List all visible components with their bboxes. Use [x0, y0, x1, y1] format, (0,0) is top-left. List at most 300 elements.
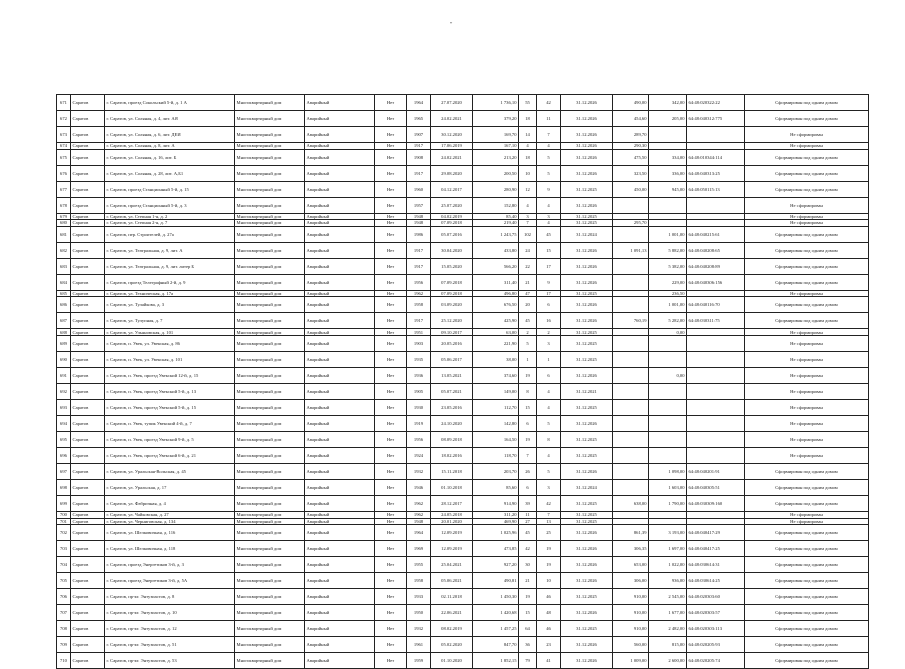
cell-area: 85,60 — [473, 479, 519, 495]
cell-recognition-date: 07.09.2018 — [431, 290, 473, 297]
cell-recognition-date: 24.02.2021 — [431, 111, 473, 127]
cell-cadastral-number: 64:48:040306:156 — [687, 274, 745, 290]
cell-address: г. Саратов, проезд Сокольский 5-й, д. 1 А — [105, 95, 235, 111]
cell-year-built: 1956 — [407, 431, 431, 447]
cell-building-type: Многоквартирный дом — [235, 143, 305, 150]
cell-recognition-date: 25.07.2020 — [431, 197, 473, 213]
cell-apartments: 4 — [537, 197, 561, 213]
cell-residents: 4 — [519, 143, 537, 150]
cell-year-built: 1962 — [407, 495, 431, 511]
cell-city: Саратов — [71, 351, 105, 367]
cell-resettlement-deadline: 31.12.2026 — [561, 313, 613, 329]
cell-building-type: Многоквартирный дом — [235, 447, 305, 463]
cell-emergency-flag: Нет — [375, 589, 407, 605]
cell-parcel-area: 1 022,00 — [649, 557, 687, 573]
cell-apartments: 9 — [537, 181, 561, 197]
cell-cadastral-number — [687, 335, 745, 351]
cell-parcel-status: Не сформирован — [745, 143, 869, 150]
cell-status: Аварийный — [305, 621, 375, 637]
cell-building-type: Многоквартирный дом — [235, 220, 305, 227]
cell-parcel-area — [649, 127, 687, 143]
cell-emergency-flag: Нет — [375, 335, 407, 351]
cell-year-built: 1917 — [407, 313, 431, 329]
cell-area: 433,80 — [473, 242, 519, 258]
cell-parcel-status: Сформирован под одним домом — [745, 149, 869, 165]
cell-emergency-flag: Нет — [375, 220, 407, 227]
table-row — [57, 399, 869, 415]
cell-building-type: Многоквартирный дом — [235, 463, 305, 479]
cell-cadastral-number: 64:48:040208:89 — [687, 258, 745, 274]
cell-building-type: Многоквартирный дом — [235, 297, 305, 313]
cell-parcel-status: Не сформирован — [745, 127, 869, 143]
cell-resettlement-deadline: 31.12.2025 — [561, 351, 613, 367]
cell-area: 311,20 — [473, 511, 519, 518]
cell-address: г. Саратов, ул. Степная 2-я, д. 7 — [105, 220, 235, 227]
cell-address: г. Саратов, ул. Чайковская, д. 27 — [105, 511, 235, 518]
cell-row-number: 708 — [57, 621, 71, 637]
cell-apartments: 17 — [537, 258, 561, 274]
cell-residents: 24 — [519, 242, 537, 258]
cell-building-type: Многоквартирный дом — [235, 274, 305, 290]
cell-status: Аварийный — [305, 573, 375, 589]
cell-resettlement-deadline: 31.12.2026 — [561, 557, 613, 573]
cell-address: г. Саратов, ул. Ульяновская, д. 101 — [105, 329, 235, 336]
cell-city: Саратов — [71, 573, 105, 589]
cell-area: 200,50 — [473, 165, 519, 181]
cell-land-area: 560,00 — [613, 637, 649, 653]
table-row — [57, 463, 869, 479]
cell-address: г. Саратов, ул. Тулупная, д. 7 — [105, 313, 235, 329]
cell-status: Аварийный — [305, 447, 375, 463]
cell-cadastral-number: 64:48:040313:25 — [687, 165, 745, 181]
cell-building-type: Многоквартирный дом — [235, 525, 305, 541]
cell-address: г. Саратов, ул. Соляная, д. 16, лит. Б — [105, 149, 235, 165]
cell-status: Аварийный — [305, 242, 375, 258]
cell-parcel-area: 1 603,00 — [649, 479, 687, 495]
cell-city: Саратов — [71, 213, 105, 220]
cell-recognition-date: 25.12.2020 — [431, 313, 473, 329]
cell-resettlement-deadline: 31.12.2025 — [561, 495, 613, 511]
cell-cadastral-number — [687, 143, 745, 150]
cell-emergency-flag: Нет — [375, 226, 407, 242]
cell-recognition-date: 29.08.2020 — [431, 165, 473, 181]
cell-land-area: 910,00 — [613, 621, 649, 637]
cell-year-built: 1969 — [407, 541, 431, 557]
cell-building-type: Многоквартирный дом — [235, 165, 305, 181]
cell-emergency-flag: Нет — [375, 431, 407, 447]
cell-emergency-flag: Нет — [375, 149, 407, 165]
cell-residents: 64 — [519, 621, 537, 637]
cell-cadastral-number — [687, 220, 745, 227]
cell-residents: 42 — [519, 541, 537, 557]
cell-building-type: Многоквартирный дом — [235, 541, 305, 557]
cell-emergency-flag: Нет — [375, 181, 407, 197]
cell-residents: 14 — [519, 127, 537, 143]
cell-city: Саратов — [71, 258, 105, 274]
cell-land-area — [613, 213, 649, 220]
cell-status: Аварийный — [305, 463, 375, 479]
cell-parcel-area — [649, 511, 687, 518]
cell-resettlement-deadline: 31.12.2026 — [561, 525, 613, 541]
cell-building-type: Многоквартирный дом — [235, 479, 305, 495]
cell-parcel-area — [649, 447, 687, 463]
cell-emergency-flag: Нет — [375, 637, 407, 653]
cell-parcel-status: Сформирован под одним домом — [745, 274, 869, 290]
cell-parcel-area — [649, 415, 687, 431]
cell-city: Саратов — [71, 111, 105, 127]
cell-building-type: Многоквартирный дом — [235, 290, 305, 297]
table-row — [57, 415, 869, 431]
table-row — [57, 297, 869, 313]
cell-parcel-area: 1 001,00 — [649, 297, 687, 313]
cell-parcel-area — [649, 220, 687, 227]
table-row — [57, 637, 869, 653]
cell-land-area: 490,00 — [613, 95, 649, 111]
table-row — [57, 111, 869, 127]
cell-address: г. Саратов, пер. Строителей, д. 27а — [105, 226, 235, 242]
cell-area: 219,40 — [473, 220, 519, 227]
cell-residents: 26 — [519, 463, 537, 479]
cell-status: Аварийный — [305, 653, 375, 669]
cell-parcel-area: 229,00 — [649, 274, 687, 290]
cell-city: Саратов — [71, 447, 105, 463]
cell-cadastral-number: 64:48:040305:51 — [687, 479, 745, 495]
cell-year-built: 1933 — [407, 589, 431, 605]
cell-apartments: 48 — [537, 605, 561, 621]
cell-emergency-flag: Нет — [375, 518, 407, 525]
cell-emergency-flag: Нет — [375, 367, 407, 383]
cell-year-built: 1948 — [407, 213, 431, 220]
cell-cadastral-number: 64:48:020205:74 — [687, 653, 745, 669]
cell-parcel-area: 3 193,00 — [649, 525, 687, 541]
cell-apartments: 5 — [537, 165, 561, 181]
cell-cadastral-number — [687, 415, 745, 431]
cell-residents: 7 — [519, 220, 537, 227]
cell-area: 847,70 — [473, 637, 519, 653]
cell-building-type: Многоквартирный дом — [235, 511, 305, 518]
cell-status: Аварийный — [305, 557, 375, 573]
cell-residents: 1 — [519, 351, 537, 367]
cell-status: Аварийный — [305, 335, 375, 351]
cell-cadastral-number: 64:48:040215:61 — [687, 226, 745, 242]
cell-year-built: 1917 — [407, 258, 431, 274]
cell-land-area: 290,30 — [613, 143, 649, 150]
table-row — [57, 258, 869, 274]
cell-year-built: 1948 — [407, 220, 431, 227]
cell-parcel-area — [649, 351, 687, 367]
cell-cadastral-number — [687, 367, 745, 383]
table-row — [57, 143, 869, 150]
cell-cadastral-number — [687, 383, 745, 399]
cell-cadastral-number — [687, 518, 745, 525]
table-row — [57, 447, 869, 463]
cell-recognition-date: 24.05.2018 — [431, 511, 473, 518]
cell-city: Саратов — [71, 290, 105, 297]
cell-year-built: 1903 — [407, 335, 431, 351]
cell-emergency-flag: Нет — [375, 573, 407, 589]
cell-building-type: Многоквартирный дом — [235, 367, 305, 383]
cell-building-type: Многоквартирный дом — [235, 399, 305, 415]
cell-parcel-status: Не сформирован — [745, 335, 869, 351]
cell-row-number: 697 — [57, 463, 71, 479]
cell-apartments: 19 — [537, 541, 561, 557]
cell-emergency-flag: Нет — [375, 399, 407, 415]
cell-status: Аварийный — [305, 127, 375, 143]
cell-residents: 8 — [519, 383, 537, 399]
cell-building-type: Многоквартирный дом — [235, 242, 305, 258]
cell-parcel-status: Не сформирован — [745, 213, 869, 220]
cell-emergency-flag: Нет — [375, 274, 407, 290]
cell-resettlement-deadline: 31.12.2025 — [561, 399, 613, 415]
cell-row-number: 694 — [57, 415, 71, 431]
cell-cadastral-number — [687, 127, 745, 143]
cell-address: г. Саратов, ул. Соляная, д. 8, лит. А — [105, 143, 235, 150]
cell-row-number: 685 — [57, 290, 71, 297]
cell-emergency-flag: Нет — [375, 329, 407, 336]
cell-apartments: 19 — [537, 557, 561, 573]
cell-resettlement-deadline: 31.12.2025 — [561, 220, 613, 227]
cell-year-built: 1936 — [407, 367, 431, 383]
cell-address: г. Саратов, ул. Техническая, д. 17а — [105, 290, 235, 297]
cell-status: Аварийный — [305, 274, 375, 290]
cell-status: Аварийный — [305, 541, 375, 557]
cell-resettlement-deadline: 31.12.2025 — [561, 335, 613, 351]
cell-land-area — [613, 335, 649, 351]
cell-address: г. Саратов, ул. Соляная, д. 6, лит. ДЕИ — [105, 127, 235, 143]
cell-parcel-status: Сформирован под одним домом — [745, 95, 869, 111]
cell-land-area: 910,00 — [613, 605, 649, 621]
page-mark: " — [450, 22, 453, 28]
cell-address: г. Саратов, ул. Театральная, д. 9, лит. литер Б — [105, 258, 235, 274]
cell-recognition-date: 05.06.2021 — [431, 573, 473, 589]
cell-parcel-status: Не сформирован — [745, 518, 869, 525]
cell-recognition-date: 05.07.2021 — [431, 383, 473, 399]
cell-building-type: Многоквартирный дом — [235, 351, 305, 367]
cell-residents: 2 — [519, 329, 537, 336]
cell-row-number: 691 — [57, 367, 71, 383]
cell-area: 112,70 — [473, 399, 519, 415]
cell-status: Аварийный — [305, 637, 375, 653]
cell-cadastral-number — [687, 329, 745, 336]
cell-year-built: 1960 — [407, 181, 431, 197]
cell-parcel-status: Сформирован под одним домом — [745, 181, 869, 197]
cell-status: Аварийный — [305, 415, 375, 431]
table-row — [57, 165, 869, 181]
cell-residents: 19 — [519, 431, 537, 447]
cell-residents: 11 — [519, 511, 537, 518]
cell-row-number: 689 — [57, 335, 71, 351]
cell-area: 167,10 — [473, 143, 519, 150]
cell-cadastral-number: 64:48:030311:75 — [687, 313, 745, 329]
cell-recognition-date: 02.11.2018 — [431, 589, 473, 605]
table-row — [57, 274, 869, 290]
cell-residents: 4 — [519, 197, 537, 213]
cell-parcel-area: 5 882,00 — [649, 242, 687, 258]
table-row — [57, 431, 869, 447]
cell-parcel-area: 334,00 — [649, 149, 687, 165]
cell-recognition-date: 12.09.2019 — [431, 541, 473, 557]
cell-area: 473,85 — [473, 541, 519, 557]
cell-residents: 47 — [519, 290, 537, 297]
cell-parcel-status: Не сформирован — [745, 290, 869, 297]
cell-recognition-date: 04.02.2019 — [431, 213, 473, 220]
table-row — [57, 181, 869, 197]
cell-year-built: 1932 — [407, 621, 431, 637]
cell-parcel-area: 2 482,00 — [649, 621, 687, 637]
cell-address: г. Саратов, проезд Телеграфный 2-й, д. 9 — [105, 274, 235, 290]
cell-year-built: 1917 — [407, 242, 431, 258]
cell-status: Аварийный — [305, 525, 375, 541]
cell-row-number: 677 — [57, 181, 71, 197]
emergency-housing-table — [56, 94, 869, 669]
cell-city: Саратов — [71, 653, 105, 669]
cell-land-area: 306,00 — [613, 573, 649, 589]
cell-residents: 12 — [519, 181, 537, 197]
cell-year-built: 1907 — [407, 127, 431, 143]
cell-residents: 6 — [519, 479, 537, 495]
cell-city: Саратов — [71, 127, 105, 143]
table-row — [57, 653, 869, 669]
cell-status: Аварийный — [305, 431, 375, 447]
cell-area: 1 457,25 — [473, 621, 519, 637]
cell-building-type: Многоквартирный дом — [235, 95, 305, 111]
cell-recognition-date: 08.02.2019 — [431, 621, 473, 637]
cell-year-built: 1924 — [407, 447, 431, 463]
cell-status: Аварийный — [305, 290, 375, 297]
cell-address: г. Саратов, п. Увек, проезд Увекский 9-й, д. 5 — [105, 431, 235, 447]
cell-recognition-date: 08.09.2018 — [431, 431, 473, 447]
cell-parcel-status: Не сформирован — [745, 329, 869, 336]
cell-cadastral-number: 64:48:040116:70 — [687, 297, 745, 313]
cell-status: Аварийный — [305, 95, 375, 111]
cell-building-type: Многоквартирный дом — [235, 518, 305, 525]
cell-address: г. Саратов, п. Увек, проезд Увекский 5-й, д. 15 — [105, 399, 235, 415]
cell-land-area: 910,00 — [613, 589, 649, 605]
cell-land-area: 638,00 — [613, 495, 649, 511]
table-row — [57, 226, 869, 242]
cell-resettlement-deadline: 31.12.2024 — [561, 479, 613, 495]
cell-parcel-area — [649, 383, 687, 399]
cell-address: г. Саратов, п. Увек, проезд Увекский 6-й, д. 21 — [105, 447, 235, 463]
cell-land-area — [613, 274, 649, 290]
cell-residents: 45 — [519, 313, 537, 329]
cell-apartments: 11 — [537, 111, 561, 127]
cell-status: Аварийный — [305, 589, 375, 605]
cell-row-number: 709 — [57, 637, 71, 653]
table-row — [57, 518, 869, 525]
cell-building-type: Многоквартирный дом — [235, 415, 305, 431]
cell-parcel-area: 236,50 — [649, 290, 687, 297]
cell-area: 311,40 — [473, 274, 519, 290]
cell-row-number: 710 — [57, 653, 71, 669]
cell-land-area — [613, 226, 649, 242]
cell-parcel-status: Не сформирован — [745, 511, 869, 518]
cell-recognition-date: 20.05.2016 — [431, 335, 473, 351]
cell-city: Саратов — [71, 589, 105, 605]
cell-land-area: 1 091,13 — [613, 242, 649, 258]
cell-land-area: 1 009,00 — [613, 653, 649, 669]
cell-parcel-status: Сформирован под одним домом — [745, 495, 869, 511]
cell-area: 164,50 — [473, 431, 519, 447]
cell-status: Аварийный — [305, 367, 375, 383]
cell-cadastral-number — [687, 213, 745, 220]
cell-parcel-area: 1 001,00 — [649, 226, 687, 242]
cell-residents: 15 — [519, 399, 537, 415]
cell-apartments: 23 — [537, 637, 561, 653]
cell-resettlement-deadline: 31.12.2026 — [561, 111, 613, 127]
cell-residents: 36 — [519, 637, 537, 653]
cell-emergency-flag: Нет — [375, 127, 407, 143]
cell-apartments: 5 — [537, 415, 561, 431]
cell-area: 63,00 — [473, 329, 519, 336]
cell-city: Саратов — [71, 431, 105, 447]
cell-land-area: 760,19 — [613, 313, 649, 329]
table-row — [57, 127, 869, 143]
cell-parcel-status: Сформирован под одним домом — [745, 479, 869, 495]
cell-resettlement-deadline: 31.12.2021 — [561, 383, 613, 399]
cell-recognition-date: 15.05.2020 — [431, 258, 473, 274]
cell-city: Саратов — [71, 226, 105, 242]
cell-emergency-flag: Нет — [375, 447, 407, 463]
cell-year-built: 1951 — [407, 329, 431, 336]
cell-apartments: 46 — [537, 589, 561, 605]
cell-cadastral-number — [687, 197, 745, 213]
cell-recognition-date: 24.10.2020 — [431, 415, 473, 431]
cell-building-type: Многоквартирный дом — [235, 181, 305, 197]
cell-building-type: Многоквартирный дом — [235, 557, 305, 573]
cell-status: Аварийный — [305, 220, 375, 227]
cell-row-number: 698 — [57, 479, 71, 495]
cell-resettlement-deadline: 31.12.2026 — [561, 165, 613, 181]
cell-parcel-area: 205,00 — [649, 111, 687, 127]
cell-area: 1 736,10 — [473, 95, 519, 111]
cell-apartments: 15 — [537, 242, 561, 258]
cell-address: г. Саратов, ул. Степная 1-я, д. 2 — [105, 213, 235, 220]
cell-parcel-status: Сформирован под одним домом — [745, 589, 869, 605]
cell-building-type: Многоквартирный дом — [235, 605, 305, 621]
cell-parcel-status: Сформирован под одним домом — [745, 313, 869, 329]
cell-building-type: Многоквартирный дом — [235, 573, 305, 589]
cell-building-type: Многоквартирный дом — [235, 637, 305, 653]
cell-apartments: 17 — [537, 290, 561, 297]
cell-parcel-status: Не сформирован — [745, 220, 869, 227]
cell-area: 280,90 — [473, 181, 519, 197]
cell-row-number: 682 — [57, 242, 71, 258]
cell-row-number: 672 — [57, 111, 71, 127]
cell-city: Саратов — [71, 367, 105, 383]
cell-resettlement-deadline: 31.12.2026 — [561, 242, 613, 258]
cell-building-type: Многоквартирный дом — [235, 621, 305, 637]
cell-recognition-date: 01.10.2018 — [431, 479, 473, 495]
cell-recognition-date: 07.09.2018 — [431, 274, 473, 290]
cell-year-built: 1957 — [407, 197, 431, 213]
cell-apartments: 7 — [537, 127, 561, 143]
cell-city: Саратов — [71, 415, 105, 431]
cell-row-number: 671 — [57, 95, 71, 111]
cell-row-number: 704 — [57, 557, 71, 573]
cell-emergency-flag: Нет — [375, 111, 407, 127]
cell-year-built: 1917 — [407, 143, 431, 150]
cell-recognition-date: 22.06.2021 — [431, 605, 473, 621]
cell-area: 1 420,68 — [473, 605, 519, 621]
cell-row-number: 700 — [57, 511, 71, 518]
cell-parcel-status: Сформирован под одним домом — [745, 637, 869, 653]
cell-resettlement-deadline: 31.12.2025 — [561, 329, 613, 336]
cell-land-area — [613, 518, 649, 525]
cell-emergency-flag: Нет — [375, 383, 407, 399]
cell-cadastral-number: 64:48:030614:25 — [687, 573, 745, 589]
cell-land-area — [613, 447, 649, 463]
